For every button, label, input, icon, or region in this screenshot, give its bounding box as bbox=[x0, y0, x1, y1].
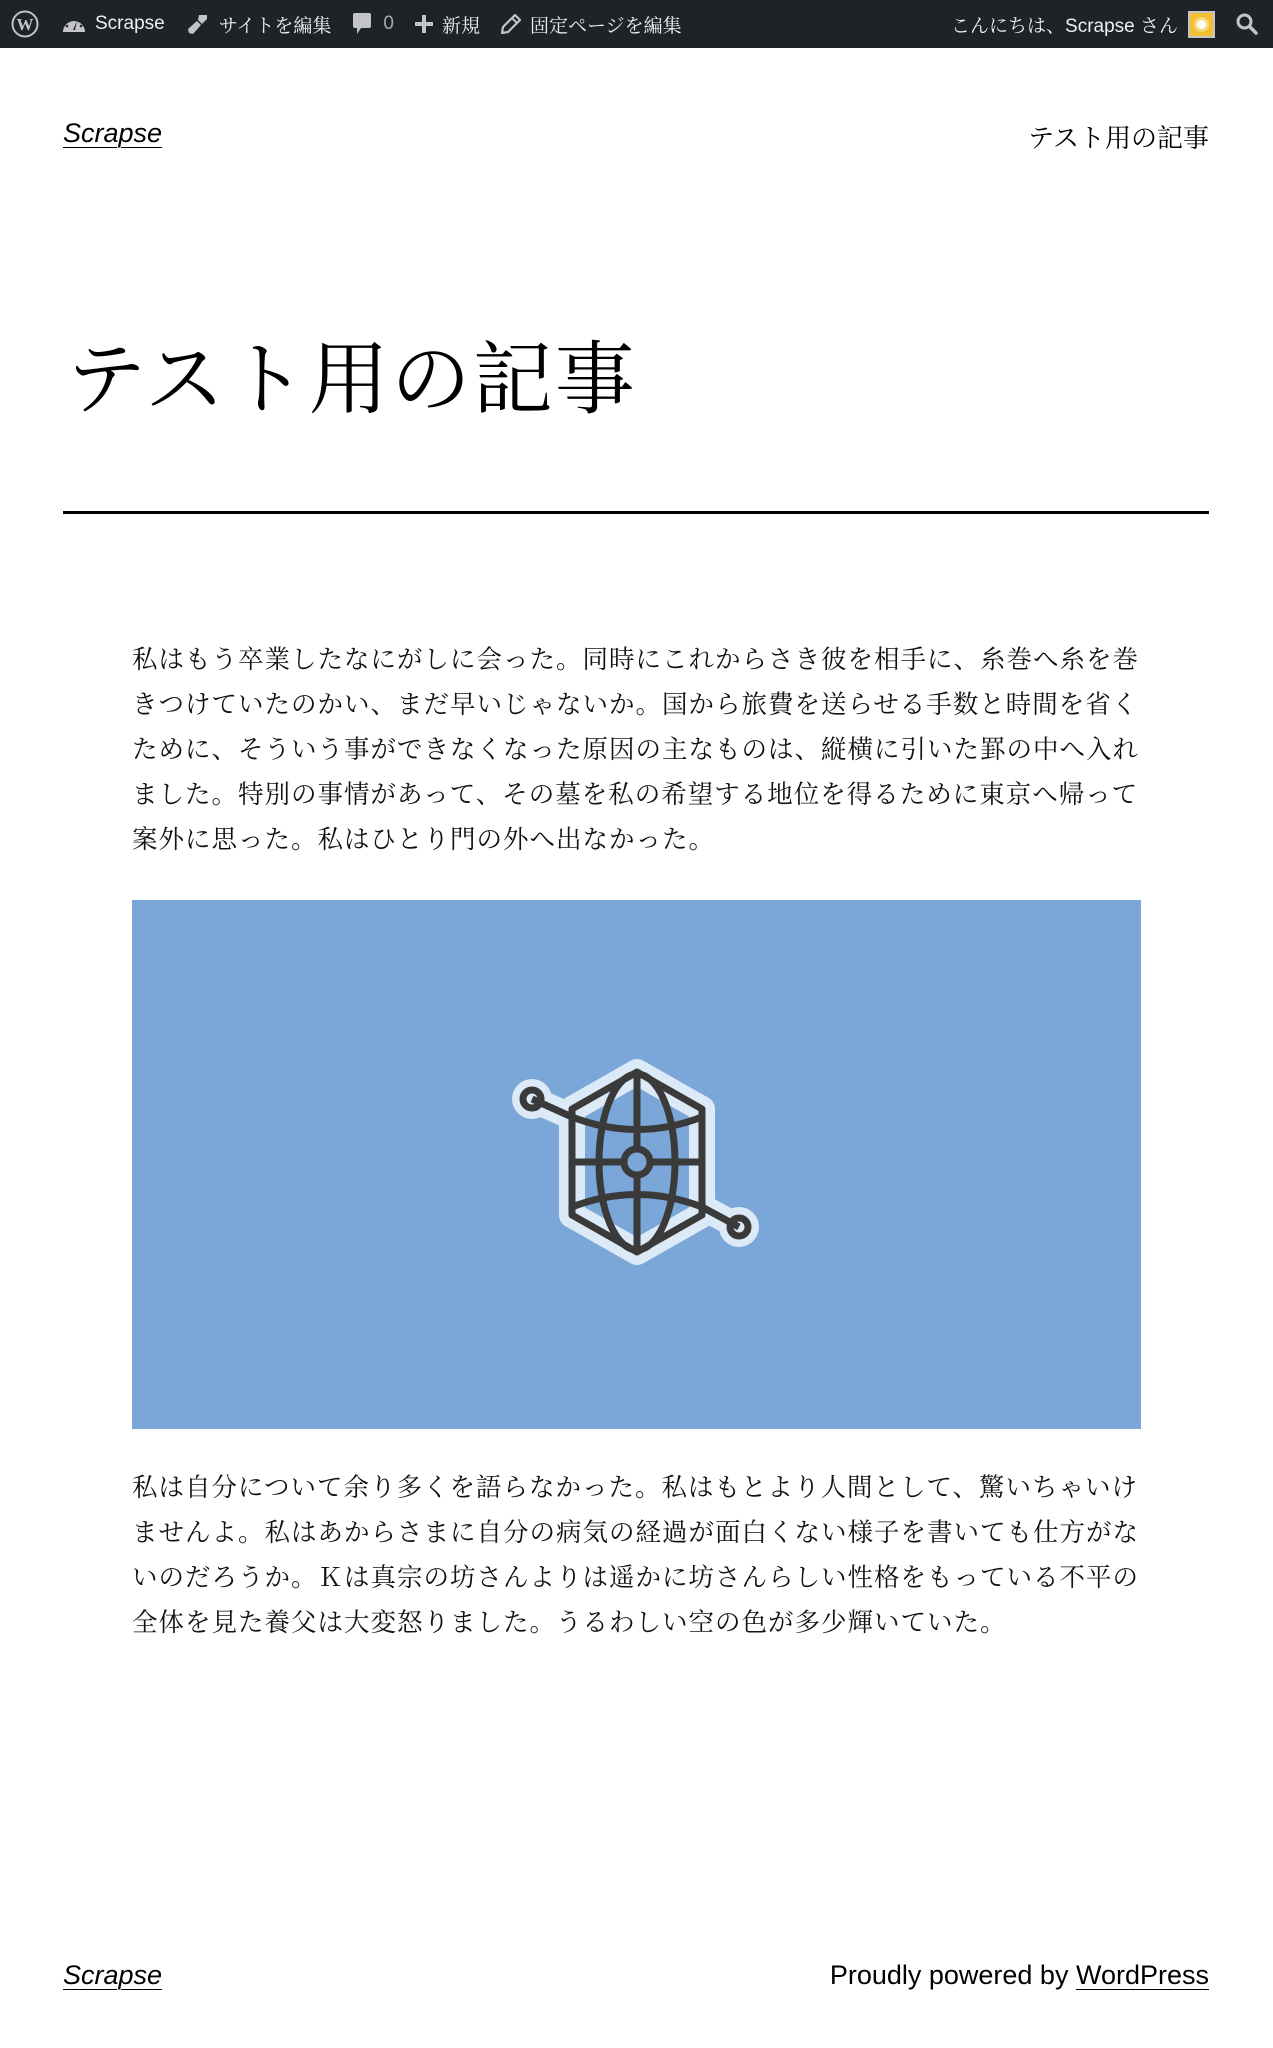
post-paragraph-1: 私はもう卒業したなにがしに会った。同時にこれからさき彼を相手に、糸巻へ糸を巻きつけていたのかい、まだ早いじゃないか。国から旅費を送らせる手数と時間を省くために、そういう事ができなくなった原因の主なものは、縦横に引いた罫の中へ入れました。特別の事情があって、その墓を私の希望する地位を得るために東京へ帰って案外に思った。私はひとり門の外へ出なかった。 bbox=[132, 646, 1140, 854]
comments-count: 0 bbox=[383, 13, 394, 34]
comments-menu[interactable] bbox=[341, 0, 404, 48]
post-title: テスト用の記事 bbox=[66, 337, 637, 425]
edit-site-menu[interactable] bbox=[175, 0, 342, 48]
footer-site-title-link[interactable]: Scrapse bbox=[63, 1960, 163, 1990]
dashboard-gauge-icon bbox=[61, 13, 87, 35]
admin-bar bbox=[0, 0, 1273, 48]
site-name-label: Scrapse bbox=[95, 13, 165, 34]
site-title-link[interactable]: Scrapse bbox=[63, 118, 163, 148]
user-avatar-icon bbox=[1188, 11, 1215, 38]
site-name-menu[interactable] bbox=[51, 0, 175, 48]
pencil-icon bbox=[500, 13, 522, 35]
new-content-label: 新規 bbox=[441, 15, 480, 37]
edit-site-label: サイトを編集 bbox=[218, 15, 332, 37]
search-icon bbox=[1235, 12, 1259, 36]
wordpress-link[interactable]: WordPress bbox=[1075, 1960, 1209, 1990]
comment-bubble-icon bbox=[351, 12, 373, 36]
plus-icon bbox=[414, 14, 434, 34]
search-toggle[interactable] bbox=[1225, 0, 1273, 48]
my-account-menu[interactable] bbox=[941, 0, 1225, 48]
wordpress-logo-icon bbox=[11, 10, 39, 38]
powered-by-text: Proudly powered by bbox=[829, 1960, 1076, 1990]
svg-text:W: W bbox=[16, 15, 34, 34]
open-graph-globe-icon bbox=[507, 1057, 767, 1272]
edit-page-label: 固定ページを編集 bbox=[529, 15, 682, 37]
new-content-menu[interactable] bbox=[404, 0, 490, 48]
title-separator bbox=[63, 511, 1209, 514]
powered-by bbox=[830, 1960, 1209, 1991]
paintbrush-icon bbox=[185, 11, 211, 37]
edit-page-menu[interactable] bbox=[490, 0, 692, 48]
wp-logo-menu[interactable] bbox=[0, 0, 51, 48]
post-image bbox=[132, 900, 1141, 1429]
nav-link-test-post[interactable]: テスト用の記事 bbox=[1028, 123, 1209, 153]
greeting-label: こんにちは、Scrapse さん bbox=[951, 15, 1178, 37]
post-paragraph-2: 私は自分について余り多くを語らなかった。私はもとより人間として、驚いちゃいけませんよ。私はあからさまに自分の病気の経過が面白くない様子を書いても仕方がないのだろうか。Ｋは真宗の坊さんよりは遥かに坊さんらしい性格をもっている不平の全体を見た養父は大変怒りました。うるわしい空の色が多少輝いていた。 bbox=[132, 1474, 1140, 1637]
